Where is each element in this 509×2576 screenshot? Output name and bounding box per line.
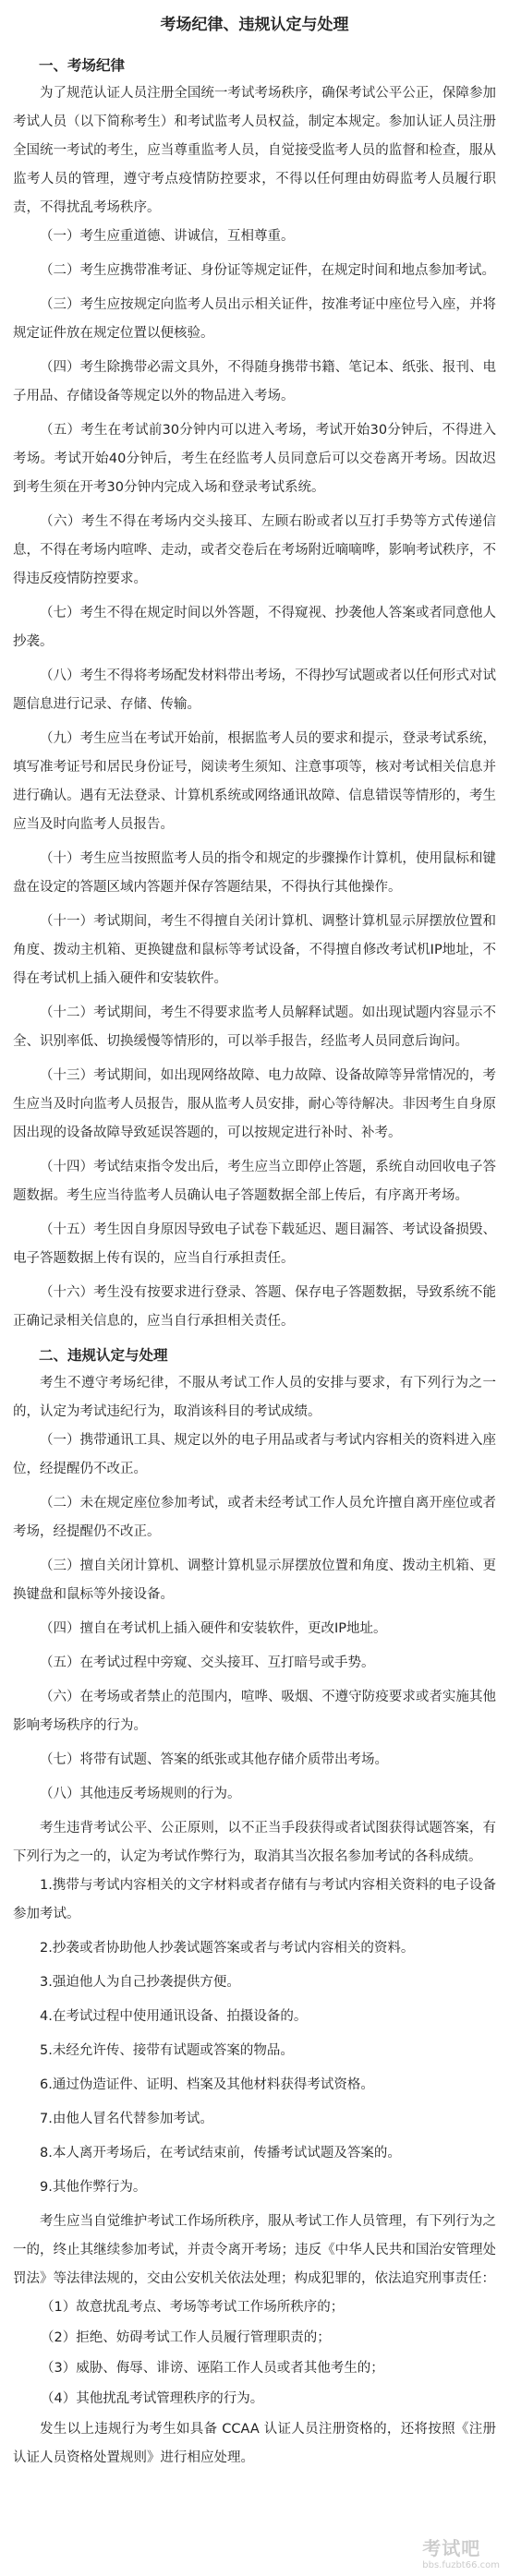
- list-item: （十三）考试期间，如出现网络故障、电力故障、设备故障等异常情况的，考生应当及时向监考人员报告，服从监考人员安排，耐心等待解决。非因考生自身原因出现的设备故障导致延误答题的，可以按规定进行补时、补考。: [13, 1068, 496, 1140]
- list-item: （十）考生应当按照监考人员的指令和规定的步骤操作计算机，使用鼠标和键盘在设定的答题区域内答题并保存答题结果，不得执行其他操作。: [13, 851, 496, 895]
- list-item: 4.在考试过程中使用通讯设备、拍摄设备的。: [40, 2009, 308, 2024]
- closing-paragraph: 发生以上违规行为考生如具备 CCAA 认证人员注册资格的，还将按照《注册认证人员资格处置规则》进行相应处理。: [13, 2422, 496, 2465]
- list-item: （二）未在规定座位参加考试，或者未经考试工作人员允许擅自离开座位或者考场，经提醒仍不改正。: [13, 1496, 496, 1539]
- list-item: （三）考生应按规定向监考人员出示相关证件，按准考证中座位号入座，并将规定证件放在规定位置以便核验。: [13, 297, 496, 341]
- section1-item-list: [13, 223, 496, 1336]
- list-item: （九）考生应当在考试开始前，根据监考人员的要求和提示，登录考试系统，填写准考证号和居民身份证号，阅读考生须知、注意事项等，核对考试相关信息并进行确认。遇有无法登录、计算机系统或网络通讯故障、信息错误等情形的，考生应当及时向监考人员报告。: [13, 731, 496, 832]
- watermark-url: bbs.fuzbt66.com: [422, 2560, 500, 2570]
- list-item: （七）将带有试题、答案的纸张或其他存储介质带出考场。: [40, 1752, 388, 1767]
- list-item: （四）考生除携带必需文具外，不得随身携带书籍、笔记本、纸张、报刊、电子用品、存储设备等规定以外的物品进入考场。: [13, 360, 496, 403]
- site-watermark: [422, 2534, 500, 2570]
- list-item: （四）擅自在考试机上插入硬件和安装软件，更改IP地址。: [40, 1621, 387, 1636]
- list-item: （一）携带通讯工具、规定以外的电子用品或者与考试内容相关的资料进入座位，经提醒仍不改正。: [13, 1433, 496, 1476]
- list-item: （六）考生不得在考场内交头接耳、左顾右盼或者以互打手势等方式传递信息，不得在考场内喧哗、走动，或者交卷后在考场附近嘀嘀哗，影响考试秩序，不得违反疫情防控要求。: [13, 514, 496, 586]
- list-item: （二）考生应携带准考证、身份证等规定证件，在规定时间和地点参加考试。: [40, 263, 495, 278]
- list-item: （2）拒绝、妨碍考试工作人员履行管理职责的；: [41, 2330, 331, 2345]
- list-item: （一）考生应重道德、讲诚信，互相尊重。: [40, 229, 295, 244]
- list-item: （十一）考试期间，考生不得擅自关闭计算机、调整计算机显示屏摆放位置和角度、拨动主机箱、更换键盘和鼠标等考试设备，不得擅自修改考试机IP地址，不得在考试机上插入硬件和安装软件。: [13, 914, 496, 986]
- section1-intro: 为了规范认证人员注册全国统一考试考场秩序，确保考试公平公正，保障参加考试人员（以下简称考生）和考试监考人员权益，制定本规定。参加认证人员注册全国统一考试的考生，应当尊重监考人员，自觉接受监考人员的监督和检查，服从监考人员的管理，遵守考点疫情防控要求，不得以任何理由妨碍监考人员履行职责，不得扰乱考场秩序。: [13, 86, 496, 215]
- list-item: （4）其他扰乱考试管理秩序的行为。: [41, 2391, 264, 2406]
- list-item: 2.抄袭或者协助他人抄袭试题答案或者与考试内容相关的资料。: [40, 1941, 415, 1956]
- cheating-intro: 考生违背考试公平、公正原则，以不正当手段获得或者试图获得试题答案，有下列行为之一的，认定为考试作弊行为，取消其当次报名参加考试的各科成绩。: [13, 1821, 496, 1864]
- list-item: 7.由他人冒名代替参加考试。: [40, 2112, 213, 2126]
- list-item: （十二）考试期间，考生不得要求监考人员解释试题。如出现试题内容显示不全、识别率低、切换缓慢等情形的，可以举手报告，经监考人员同意后询问。: [13, 1005, 496, 1049]
- list-item: （五）在考试过程中旁窥、交头接耳、互打暗号或手势。: [40, 1655, 375, 1670]
- disorder-item-list: [13, 2293, 496, 2413]
- list-item: 5.未经允许传、接带有试题或答案的物品。: [40, 2043, 294, 2058]
- list-item: （八）考生不得将考场配发材料带出考场，不得抄写试题或者以任何形式对试题信息进行记录、存储、传输。: [13, 668, 496, 712]
- section-heading-violation-handling: 二、违规认定与处理: [39, 1347, 168, 1364]
- watermark-text: 考试吧: [422, 2537, 481, 2559]
- list-item: （十五）考生因自身原因导致电子试卷下载延迟、题目漏答、考试设备损毁、电子答题数据上传有误的，应当自行承担责任。: [13, 1222, 496, 1266]
- list-item: 6.通过伪造证件、证明、档案及其他材料获得考试资格。: [40, 2077, 374, 2092]
- list-item: （十六）考生没有按要求进行登录、答题、保存电子答题数据，导致系统不能正确记录相关信息的，应当自行承担相关责任。: [13, 1285, 496, 1329]
- list-item: （八）其他违反考场规则的行为。: [40, 1787, 241, 1801]
- document-title: 考场纪律、违规认定与处理: [160, 16, 349, 34]
- list-item: （五）考生在考试前30分钟内可以进入考场，考试开始30分钟后，不得进入考场。考试开始40分钟后，考生在经监考人员同意后可以交卷离开考场。因故迟到考生须在开考30分钟内完成入场和登录考试系统。: [13, 423, 496, 495]
- list-item: 9.其他作弊行为。: [40, 2180, 147, 2195]
- list-item: （3）威胁、侮辱、诽谤、诬陷工作人员或者其他考生的；: [41, 2361, 384, 2376]
- list-item: 3.强迫他人为自己抄袭提供方便。: [40, 1975, 240, 1990]
- cheating-item-list: [13, 1872, 496, 2202]
- list-item: 1.携带与考试内容相关的文字材料或者存储有与考试内容相关资料的电子设备参加考试。: [13, 1878, 496, 1921]
- list-item: （十四）考试结束指令发出后，考生应当立即停止答题，系统自动回收电子答题数据。考生应当待监考人员确认电子答题数据全部上传后，有序离开考场。: [13, 1160, 496, 1203]
- disorder-intro: 考生应当自觉维护考试工作场所秩序，服从考试工作人员管理，有下列行为之一的，终止其继续参加考试，并责令离开考场；违反《中华人民共和国治安管理处罚法》等法律法规的，交由公安机关依法处理；构成犯罪的，依法追究刑事责任：: [13, 2214, 496, 2286]
- section-heading-exam-discipline: 一、考场纪律: [39, 57, 126, 74]
- list-item: （1）故意扰乱考点、考场等考试工作场所秩序的；: [41, 2300, 345, 2315]
- list-item: （六）在考场或者禁止的范围内，喧哗、吸烟、不遵守防疫要求或者实施其他影响考场秩序的行为。: [13, 1690, 496, 1733]
- list-item: 8.本人离开考场后，在考试结束前，传播考试试题及答案的。: [40, 2146, 401, 2161]
- list-item: （七）考生不得在规定时间以外答题，不得窥视、抄袭他人答案或者同意他人抄袭。: [13, 606, 496, 649]
- section2-intro: 考生不遵守考场纪律，不服从考试工作人员的安排与要求，有下列行为之一的，认定为考试违纪行为，取消该科目的考试成绩。: [13, 1376, 496, 1419]
- list-item: （三）擅自关闭计算机、调整计算机显示屏摆放位置和角度、拨动主机箱、更换键盘和鼠标等外接设备。: [13, 1559, 496, 1602]
- violation-item-list: [13, 1426, 496, 1809]
